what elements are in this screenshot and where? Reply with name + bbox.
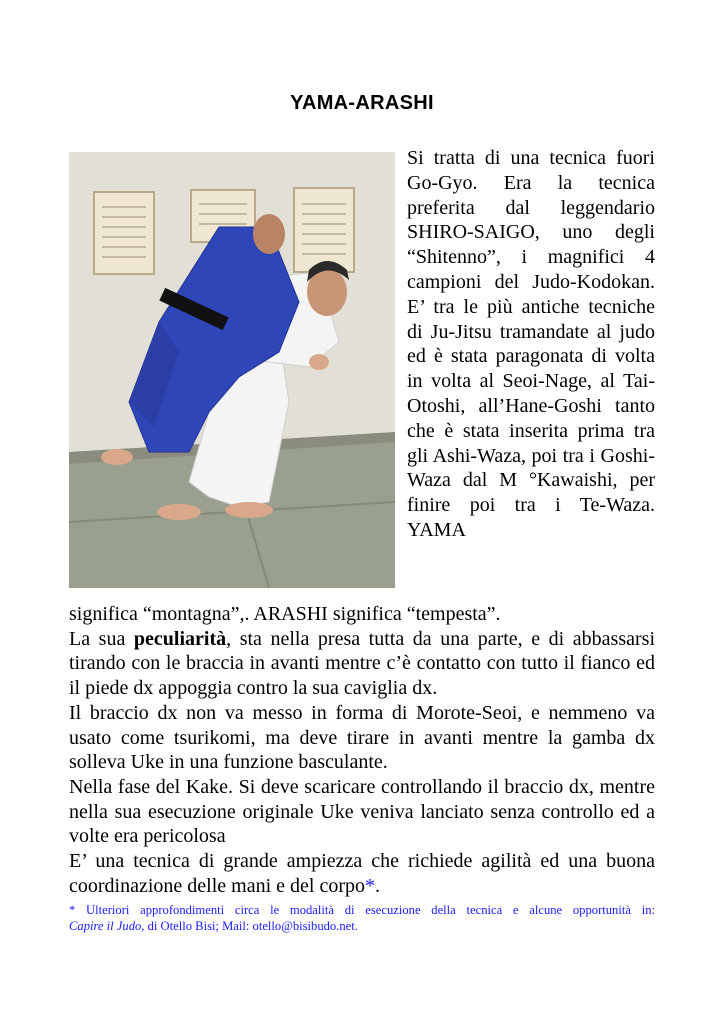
paragraph-ampiezza-text: E’ una tecnica di grande ampiezza che richiede agilità ed una buona coordinazione delle mani e del corpo (69, 850, 655, 897)
paragraph-lead: La sua (69, 627, 134, 650)
footnote-marker: * (365, 874, 375, 897)
footnote (69, 902, 655, 934)
paragraph-rest: , sta nella presa tutta da una parte, e di abbassarsi tirando con le braccia in avanti mentre c’è contatto con tutto il fianco ed il piede dx appoggia contro la sua caviglia dx. (69, 627, 655, 700)
page-title: YAMA-ARASHI (290, 92, 434, 114)
side-paragraph (407, 146, 655, 543)
paragraph-kake: Nella fase del Kake. Si deve scaricare controllando il braccio dx, mentre nella sua esecuzione originale Uke veniva lanciato senza controllo ed a volte era pericolosa (69, 775, 655, 848)
footnote-reference (69, 918, 655, 934)
footnote-line: * Ulteriori approfondimenti circa le modalità di esecuzione della tecnica e alcune opportunità in: (69, 903, 655, 917)
peculiarity-bold: peculiarità (133, 627, 227, 650)
paragraph-arm: Il braccio dx non va messo in forma di Morote-Seoi, e nemmeno va usato come tsurikomi, ma deve tirare in avanti mentre la gamba dx solleva Uke in una funzione basculante. (69, 701, 655, 774)
footnote-contact[interactable]: , di Otello Bisi; Mail: otello@bisibudo.net. (141, 919, 358, 933)
main-text (69, 602, 655, 898)
intro-text: Si tratta di una tecnica fuori Go-Gyo. Era la tecnica preferita dal leggendario SHIRO-SAIGO, uno degli “Shitenno”, i magnifici 4 campioni del Judo-Kodokan. E’ tra le più antiche tecniche di Ju-Jitsu tramandate al judo ed è stata paragonata di volta in volta al Seoi-Nage, al Tai-Otoshi, all’Hane-Goshi tanto che è stata inserita prima tra gli Ashi-Waza, poi tra i Goshi-Waza dal M °Kawaishi, per finire poi tra i Te-Waza. YAMA (407, 147, 655, 541)
continuation-line: significa “montagna”,. ARASHI significa “tempesta”. (69, 603, 501, 625)
paragraph-ampiezza: E’ una tecnica di grande ampiezza che richiede agilità ed una buona coordinazione delle mani e del corpo*. (69, 850, 655, 897)
judo-photo (69, 152, 395, 588)
book-title: Capire il Judo (69, 919, 142, 933)
paragraph-peculiarity (69, 627, 655, 701)
